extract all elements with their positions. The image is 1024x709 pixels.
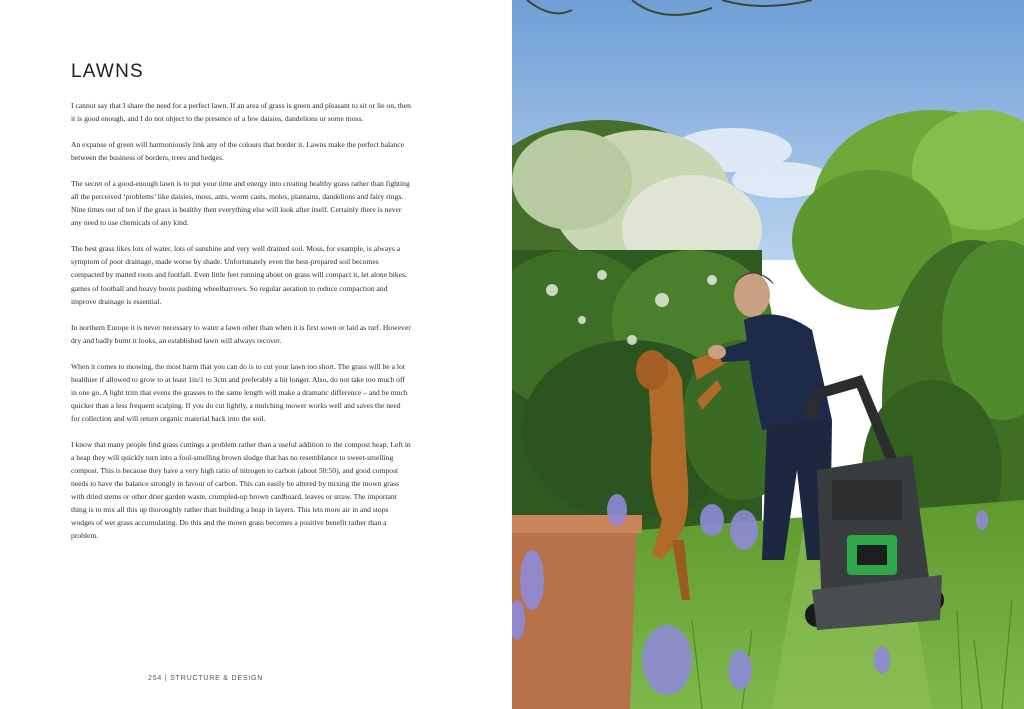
body-text: [71, 99, 411, 555]
paragraph: The secret of a good-enough lawn is to put your time and energy into creating healthy grass rather than fighting all the perceived ‘problems’ like daisies, moss, ants, worm casts, moles, plantains, dandelions and fairy rings. Nine times out of ten if the grass is healthy then everything else will look after itself. Certainly there is never any need to use chemicals of any kind.: [71, 179, 410, 228]
terracotta-pot: [512, 515, 642, 709]
garden-photo: [512, 0, 1024, 709]
paragraph: I cannot say that I share the need for a perfect lawn. If an area of grass is green and pleasant to sit or lie on, then it is good enough, and I do not object to the presence of a few daisies, dandelions or some moss.: [71, 101, 411, 124]
page-folio: 254 | STRUCTURE & DESIGN: [148, 675, 264, 682]
paragraph: The best grass likes lots of water, lots of sunshine and very well drained soil. Moss, for example, is always a symptom of poor drainage, made worse by shade. Unfortunately even the best-prepared soil becomes compacted by matted roots and footfall. Even little feet running about on grass will compact it, let alone bikes, games of football and heavy boots pushing wheelbarrows. So regular aeration to reduce compaction and improve drainage is essential.: [71, 244, 407, 306]
paragraph: When it comes to mowing, the most harm that you can do is to cut your lawn too short. The grass will be a lot healthier if allowed to grow to at least 1in/1 to 3cm and preferably a bit longer. Also, do not take too much off in one go. A light trim that evens the grasses to the same length will make a dramatic difference – and be much quicker than a less frequent scalping. If you do cut lightly, a mulching mower works well and saves the need for collection and will return organic material back into the soil.: [71, 361, 408, 423]
page-title: LAWNS: [71, 61, 144, 82]
paragraph: I know that many people find grass cuttings a problem rather than a useful addition to the compost heap. Left in a heap they will quickly turn into a foul-smelling brown sludge that has no resemblance to sweet-smelling compost. This is because they have a very high ratio of nitrogen to carbon (about 50:50), and good compost needs to have the balance strongly in favour of carbon. This can easily be altered by mixing the mown grass with dried stems or other drier garden waste, crumpled-up brown cardboard, leaves or straw. The important thing is to mix all this up thoroughly rather than building a heap in layers. This lets more air in and stops wodges of wet grass accumulating. Do this and the mown grass becomes a positive benefit rather than a problem.: [71, 439, 411, 541]
paragraph: An expanse of green will harmoniously link any of the colours that border it. Lawns make the perfect balance between the business of borders, trees and hedges.: [71, 140, 404, 163]
paragraph: In northern Europe it is never necessary to water a lawn other than when it is first sown or laid as turf. However dry and badly burnt it looks, an established lawn will always recover.: [71, 322, 411, 345]
